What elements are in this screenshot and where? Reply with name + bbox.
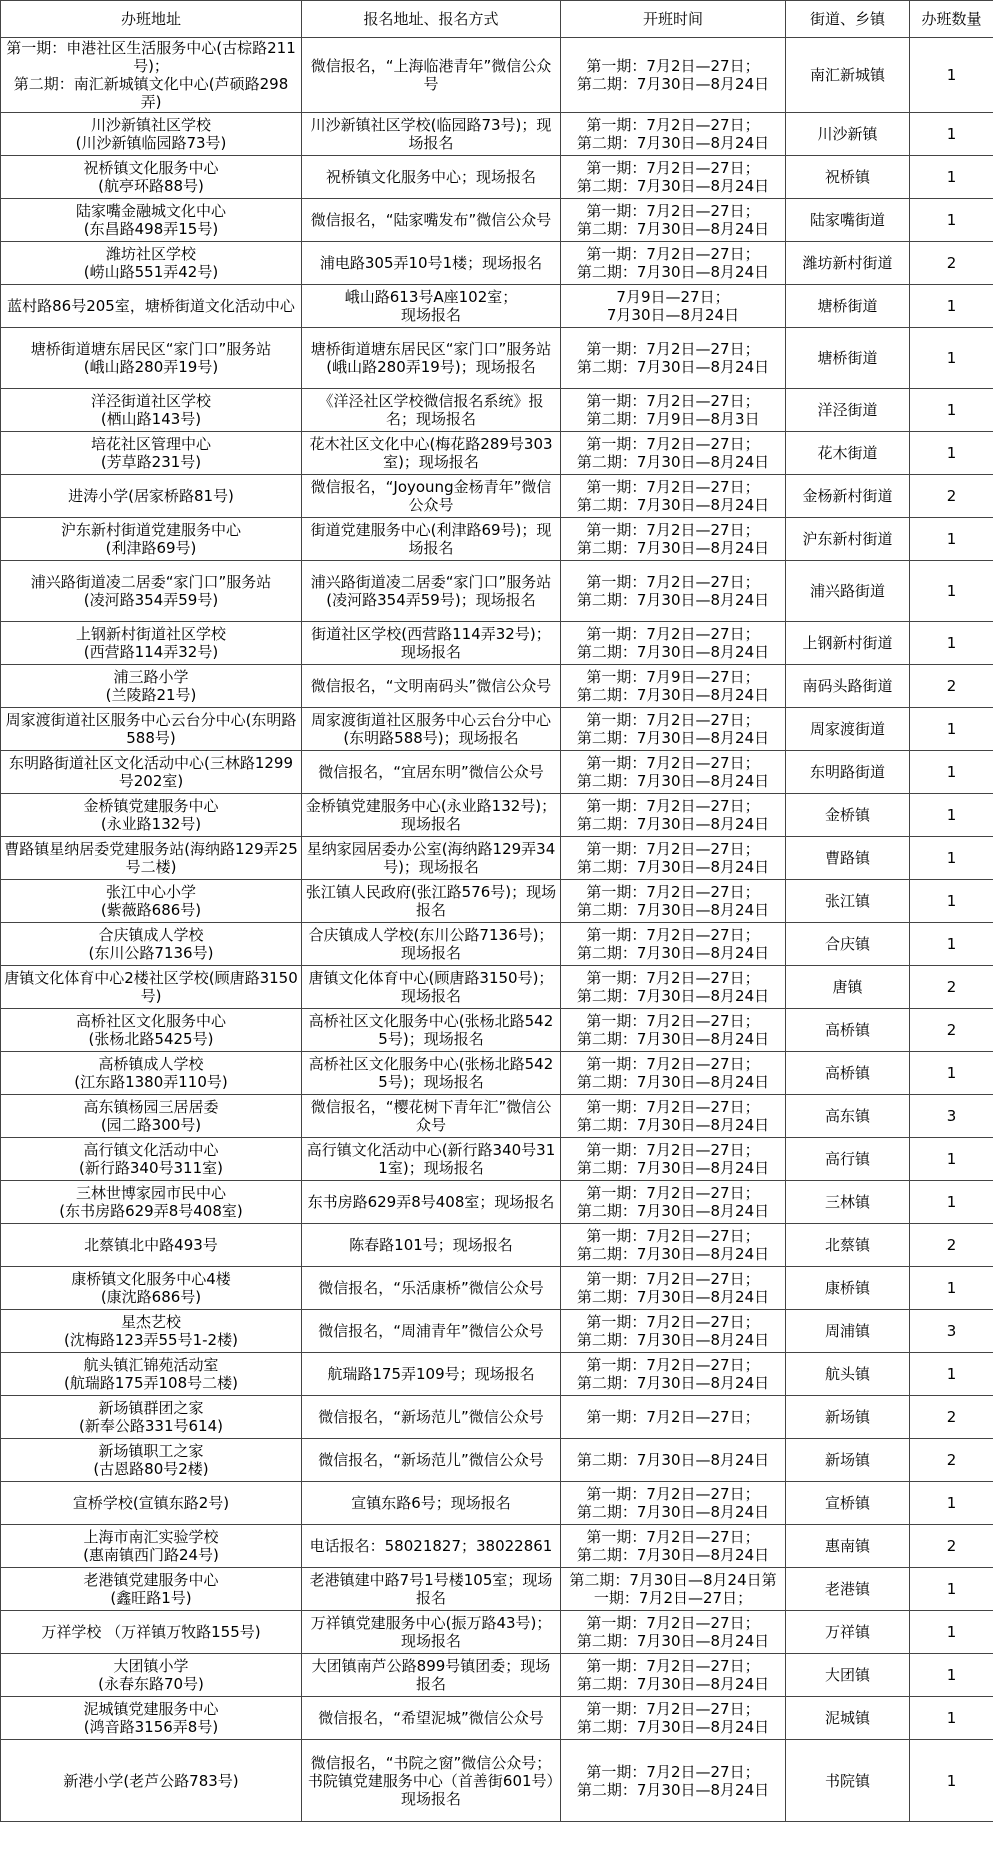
- cell-time: 第一期：7月2日—27日； 第二期：7月30日—8月24日: [561, 1052, 786, 1095]
- cell-count: 1: [910, 880, 993, 923]
- cell-time: 第一期：7月2日—27日； 第二期：7月30日—8月24日: [561, 1224, 786, 1267]
- cell-signup: 浦电路305弄10号1楼；现场报名: [302, 242, 561, 285]
- cell-count: 2: [910, 475, 993, 518]
- table-row: [1, 837, 993, 880]
- table-row: [1, 1267, 993, 1310]
- cell-time: 第一期：7月2日—27日； 第二期：7月30日—8月24日: [561, 199, 786, 242]
- cell-count: 1: [910, 1611, 993, 1654]
- cell-time: 第一期：7月2日—27日； 第二期：7月30日—8月24日: [561, 1095, 786, 1138]
- cell-address: 潍坊社区学校 (崂山路551弄42号): [1, 242, 302, 285]
- cell-signup: 微信报名，“樱花树下青年汇”微信公众号: [302, 1095, 561, 1138]
- cell-signup: 东书房路629弄8号408室；现场报名: [302, 1181, 561, 1224]
- cell-time: 第一期：7月2日—27日； 第二期：7月30日—8月24日: [561, 38, 786, 113]
- cell-count: 1: [910, 794, 993, 837]
- cell-signup: 街道社区学校(西营路114弄32号)；现场报名: [302, 622, 561, 665]
- cell-town: 浦兴路街道: [786, 561, 910, 622]
- cell-town: 南码头路街道: [786, 665, 910, 708]
- cell-signup: 微信报名，“Joyoung金杨青年”微信公众号: [302, 475, 561, 518]
- cell-town: 高行镇: [786, 1138, 910, 1181]
- cell-signup: 唐镇文化体育中心(顾唐路3150号)；现场报名: [302, 966, 561, 1009]
- table-body: [1, 38, 993, 1822]
- cell-count: 1: [910, 751, 993, 794]
- cell-count: 1: [910, 1353, 993, 1396]
- cell-count: 2: [910, 1396, 993, 1439]
- cell-time: 第一期：7月9日—27日； 第二期：7月30日—8月24日: [561, 665, 786, 708]
- cell-time: 第一期：7月2日—27日； 第二期：7月30日—8月24日: [561, 1353, 786, 1396]
- cell-count: 1: [910, 708, 993, 751]
- cell-town: 塘桥街道: [786, 285, 910, 328]
- cell-signup: 高桥社区文化服务中心(张杨北路5425号)；现场报名: [302, 1052, 561, 1095]
- cell-time: 第一期：7月2日—27日； 第二期：7月30日—8月24日: [561, 837, 786, 880]
- table-row: [1, 1224, 993, 1267]
- table-row: [1, 708, 993, 751]
- cell-count: 1: [910, 923, 993, 966]
- table-row: [1, 475, 993, 518]
- cell-signup: 金桥镇党建服务中心(永业路132号)；现场报名: [302, 794, 561, 837]
- cell-time: 第一期：7月2日—27日； 第二期：7月30日—8月24日: [561, 1009, 786, 1052]
- cell-address: 蓝村路86号205室，塘桥街道文化活动中心: [1, 285, 302, 328]
- cell-town: 唐镇: [786, 966, 910, 1009]
- cell-time: 第一期：7月2日—27日； 第二期：7月30日—8月24日: [561, 156, 786, 199]
- cell-town: 陆家嘴街道: [786, 199, 910, 242]
- cell-time: 第一期：7月2日—27日； 第二期：7月30日—8月24日: [561, 1525, 786, 1568]
- cell-signup: 微信报名，“周浦青年”微信公众号: [302, 1310, 561, 1353]
- cell-count: 2: [910, 242, 993, 285]
- table-row: [1, 622, 993, 665]
- table-row: [1, 38, 993, 113]
- cell-signup: 微信报名，“宜居东明”微信公众号: [302, 751, 561, 794]
- cell-address: 三林世博家园市民中心 (东书房路629弄8号408室): [1, 1181, 302, 1224]
- cell-town: 金桥镇: [786, 794, 910, 837]
- table-row: [1, 1697, 993, 1740]
- table-row: [1, 199, 993, 242]
- table-row: [1, 1654, 993, 1697]
- cell-count: 1: [910, 1138, 993, 1181]
- cell-count: 1: [910, 38, 993, 113]
- cell-count: 1: [910, 1654, 993, 1697]
- cell-town: 高桥镇: [786, 1009, 910, 1052]
- cell-time: 7月9日—27日； 7月30日—8月24日: [561, 285, 786, 328]
- cell-address: 合庆镇成人学校 (东川公路7136号): [1, 923, 302, 966]
- cell-address: 浦兴路街道凌二居委“家门口”服务站 (凌河路354弄59号): [1, 561, 302, 622]
- cell-town: 张江镇: [786, 880, 910, 923]
- table-row: [1, 1095, 993, 1138]
- cell-address: 曹路镇星纳居委党建服务站(海纳路129弄25号二楼): [1, 837, 302, 880]
- table-header-row: [1, 1, 993, 38]
- cell-address: 洋泾街道社区学校 (栖山路143号): [1, 389, 302, 432]
- cell-town: 洋泾街道: [786, 389, 910, 432]
- table-row: [1, 880, 993, 923]
- cell-town: 曹路镇: [786, 837, 910, 880]
- table-row: [1, 113, 993, 156]
- cell-signup: 电话报名：58021827；38022861: [302, 1525, 561, 1568]
- cell-time: 第一期：7月2日—27日；: [561, 1396, 786, 1439]
- cell-count: 1: [910, 1052, 993, 1095]
- cell-address: 川沙新镇社区学校 (川沙新镇临园路73号): [1, 113, 302, 156]
- cell-time: 第一期：7月2日—27日； 第二期：7月30日—8月24日: [561, 1310, 786, 1353]
- cell-address: 进涛小学(居家桥路81号): [1, 475, 302, 518]
- cell-town: 花木街道: [786, 432, 910, 475]
- cell-count: 1: [910, 1181, 993, 1224]
- cell-town: 沪东新村街道: [786, 518, 910, 561]
- cell-address: 新场镇群团之家 (新奉公路331号614): [1, 1396, 302, 1439]
- cell-time: 第一期：7月2日—27日； 第二期：7月30日—8月24日: [561, 708, 786, 751]
- table-row: [1, 328, 993, 389]
- cell-town: 书院镇: [786, 1740, 910, 1822]
- cell-signup: 街道党建服务中心(利津路69号)；现场报名: [302, 518, 561, 561]
- table-row: [1, 518, 993, 561]
- cell-signup: 祝桥镇文化服务中心；现场报名: [302, 156, 561, 199]
- cell-time: 第一期：7月2日—27日； 第二期：7月9日—8月3日: [561, 389, 786, 432]
- table-row: [1, 923, 993, 966]
- cell-address: 万祥学校 （万祥镇万牧路155号): [1, 1611, 302, 1654]
- cell-address: 陆家嘴金融城文化中心 (东昌路498弄15号): [1, 199, 302, 242]
- cell-address: 唐镇文化体育中心2楼社区学校(顾唐路3150号): [1, 966, 302, 1009]
- cell-count: 1: [910, 285, 993, 328]
- cell-town: 泥城镇: [786, 1697, 910, 1740]
- cell-address: 培花社区管理中心 (芳草路231号): [1, 432, 302, 475]
- cell-address: 北蔡镇北中路493号: [1, 1224, 302, 1267]
- table-row: [1, 1138, 993, 1181]
- table-row: [1, 1439, 993, 1482]
- cell-time: 第一期：7月2日—27日； 第二期：7月30日—8月24日: [561, 242, 786, 285]
- cell-time: 第一期：7月2日—27日； 第二期：7月30日—8月24日: [561, 432, 786, 475]
- cell-signup: 老港镇建中路7号1号楼105室；现场报名: [302, 1568, 561, 1611]
- cell-signup: 万祥镇党建服务中心(振万路43号)；现场报名: [302, 1611, 561, 1654]
- cell-address: 张江中心小学 (紫薇路686号): [1, 880, 302, 923]
- cell-address: 周家渡街道社区服务中心云台分中心(东明路588号): [1, 708, 302, 751]
- cell-signup: 星纳家园居委办公室(海纳路129弄34号)；现场报名: [302, 837, 561, 880]
- cell-address: 金桥镇党建服务中心 (永业路132号): [1, 794, 302, 837]
- cell-address: 上钢新村街道社区学校 (西营路114弄32号): [1, 622, 302, 665]
- table-row: [1, 966, 993, 1009]
- cell-time: 第一期：7月2日—27日； 第二期：7月30日—8月24日: [561, 518, 786, 561]
- cell-signup: 大团镇南芦公路899号镇团委；现场报名: [302, 1654, 561, 1697]
- cell-count: 2: [910, 1224, 993, 1267]
- cell-count: 1: [910, 432, 993, 475]
- cell-signup: 周家渡街道社区服务中心云台分中心(东明路588号)；现场报名: [302, 708, 561, 751]
- cell-address: 上海市南汇实验学校 (惠南镇西门路24号): [1, 1525, 302, 1568]
- cell-time: 第一期：7月2日—27日； 第二期：7月30日—8月24日: [561, 751, 786, 794]
- cell-count: 2: [910, 966, 993, 1009]
- cell-town: 高桥镇: [786, 1052, 910, 1095]
- cell-count: 1: [910, 1740, 993, 1822]
- table-row: [1, 156, 993, 199]
- cell-address: 宣桥学校(宣镇东路2号): [1, 1482, 302, 1525]
- cell-count: 1: [910, 1568, 993, 1611]
- table-row: [1, 665, 993, 708]
- header-town: 街道、乡镇: [786, 1, 910, 38]
- table-row: [1, 1181, 993, 1224]
- cell-count: 1: [910, 389, 993, 432]
- cell-town: 航头镇: [786, 1353, 910, 1396]
- cell-town: 川沙新镇: [786, 113, 910, 156]
- cell-time: 第一期：7月2日—27日； 第二期：7月30日—8月24日: [561, 113, 786, 156]
- cell-signup: 微信报名，“文明南码头”微信公众号: [302, 665, 561, 708]
- cell-town: 潍坊新村街道: [786, 242, 910, 285]
- cell-address: 祝桥镇文化服务中心 (航亭环路88号): [1, 156, 302, 199]
- cell-count: 2: [910, 1009, 993, 1052]
- cell-time: 第一期：7月2日—27日； 第二期：7月30日—8月24日: [561, 561, 786, 622]
- cell-count: 1: [910, 837, 993, 880]
- table-row: [1, 432, 993, 475]
- cell-time: 第一期：7月2日—27日； 第二期：7月30日—8月24日: [561, 1740, 786, 1822]
- cell-town: 南汇新城镇: [786, 38, 910, 113]
- cell-signup: 航瑞路175弄109号；现场报名: [302, 1353, 561, 1396]
- cell-town: 老港镇: [786, 1568, 910, 1611]
- cell-address: 泥城镇党建服务中心 (鸿音路3156弄8号): [1, 1697, 302, 1740]
- table-row: [1, 1052, 993, 1095]
- cell-town: 宣桥镇: [786, 1482, 910, 1525]
- cell-time: 第一期：7月2日—27日； 第二期：7月30日—8月24日: [561, 880, 786, 923]
- cell-town: 合庆镇: [786, 923, 910, 966]
- table-row: [1, 1310, 993, 1353]
- cell-signup: 宣镇东路6号；现场报名: [302, 1482, 561, 1525]
- cell-town: 金杨新村街道: [786, 475, 910, 518]
- cell-time: 第一期：7月2日—27日； 第二期：7月30日—8月24日: [561, 622, 786, 665]
- cell-address: 东明路街道社区文化活动中心(三林路1299号202室): [1, 751, 302, 794]
- cell-address: 老港镇党建服务中心 (鑫旺路1号): [1, 1568, 302, 1611]
- cell-signup: 峨山路613号A座102室； 现场报名: [302, 285, 561, 328]
- cell-signup: 微信报名，“新场范儿”微信公众号: [302, 1396, 561, 1439]
- cell-address: 康桥镇文化服务中心4楼 (康沈路686号): [1, 1267, 302, 1310]
- cell-time: 第一期：7月2日—27日； 第二期：7月30日—8月24日: [561, 1482, 786, 1525]
- table-row: [1, 1611, 993, 1654]
- cell-time: 第一期：7月2日—27日； 第二期：7月30日—8月24日: [561, 1267, 786, 1310]
- cell-signup: 合庆镇成人学校(东川公路7136号)；现场报名: [302, 923, 561, 966]
- cell-count: 1: [910, 156, 993, 199]
- cell-time: 第一期：7月2日—27日； 第二期：7月30日—8月24日: [561, 923, 786, 966]
- cell-count: 1: [910, 328, 993, 389]
- cell-address: 浦三路小学 (兰陵路21号): [1, 665, 302, 708]
- cell-town: 东明路街道: [786, 751, 910, 794]
- cell-signup: 张江镇人民政府(张江路576号)；现场报名: [302, 880, 561, 923]
- header-time: 开班时间: [561, 1, 786, 38]
- cell-signup: 微信报名，“希望泥城”微信公众号: [302, 1697, 561, 1740]
- table-row: [1, 1525, 993, 1568]
- cell-address: 塘桥街道塘东居民区“家门口”服务站 (峨山路280弄19号): [1, 328, 302, 389]
- cell-town: 上钢新村街道: [786, 622, 910, 665]
- header-count: 办班数量: [910, 1, 993, 38]
- cell-time: 第一期：7月2日—27日； 第二期：7月30日—8月24日: [561, 1697, 786, 1740]
- cell-count: 1: [910, 561, 993, 622]
- cell-time: 第一期：7月2日—27日； 第二期：7月30日—8月24日: [561, 328, 786, 389]
- table-row: [1, 285, 993, 328]
- cell-count: 1: [910, 1267, 993, 1310]
- cell-count: 1: [910, 199, 993, 242]
- cell-signup: 浦兴路街道凌二居委“家门口”服务站(凌河路354弄59号)；现场报名: [302, 561, 561, 622]
- cell-time: 第一期：7月2日—27日； 第二期：7月30日—8月24日: [561, 1138, 786, 1181]
- cell-count: 2: [910, 1525, 993, 1568]
- cell-signup: 川沙新镇社区学校(临园路73号)；现场报名: [302, 113, 561, 156]
- cell-signup: 微信报名，“乐活康桥”微信公众号: [302, 1267, 561, 1310]
- cell-count: 3: [910, 1310, 993, 1353]
- cell-address: 高桥镇成人学校 (江东路1380弄110号): [1, 1052, 302, 1095]
- header-address: 办班地址: [1, 1, 302, 38]
- cell-time: 第一期：7月2日—27日； 第二期：7月30日—8月24日: [561, 966, 786, 1009]
- cell-town: 三林镇: [786, 1181, 910, 1224]
- table-row: [1, 1568, 993, 1611]
- cell-address: 星杰艺校 (沈梅路123弄55号1-2楼): [1, 1310, 302, 1353]
- cell-address: 高东镇杨园三居居委 (园二路300号): [1, 1095, 302, 1138]
- table-row: [1, 1396, 993, 1439]
- cell-signup: 微信报名，“书院之窗”微信公众号；书院镇党建服务中心（首善街601号）现场报名: [302, 1740, 561, 1822]
- cell-signup: 《洋泾社区学校微信报名系统》报名；现场报名: [302, 389, 561, 432]
- cell-address: 大团镇小学 (永春东路70号): [1, 1654, 302, 1697]
- table-row: [1, 1009, 993, 1052]
- cell-town: 新场镇: [786, 1396, 910, 1439]
- cell-address: 沪东新村街道党建服务中心 (利津路69号): [1, 518, 302, 561]
- cell-time: 第一期：7月2日—27日； 第二期：7月30日—8月24日: [561, 794, 786, 837]
- table-row: [1, 794, 993, 837]
- cell-count: 2: [910, 1439, 993, 1482]
- cell-count: 1: [910, 1697, 993, 1740]
- table-row: [1, 389, 993, 432]
- cell-town: 高东镇: [786, 1095, 910, 1138]
- table-row: [1, 1353, 993, 1396]
- cell-town: 周家渡街道: [786, 708, 910, 751]
- table-row: [1, 1740, 993, 1822]
- header-signup: 报名地址、报名方式: [302, 1, 561, 38]
- cell-count: 1: [910, 1482, 993, 1525]
- cell-signup: 花木社区文化中心(梅花路289号303室)；现场报名: [302, 432, 561, 475]
- cell-town: 新场镇: [786, 1439, 910, 1482]
- cell-signup: 高桥社区文化服务中心(张杨北路5425号)；现场报名: [302, 1009, 561, 1052]
- cell-signup: 陈春路101号；现场报名: [302, 1224, 561, 1267]
- cell-count: 1: [910, 622, 993, 665]
- cell-time: 第一期：7月2日—27日； 第二期：7月30日—8月24日: [561, 475, 786, 518]
- cell-town: 惠南镇: [786, 1525, 910, 1568]
- cell-time: 第一期：7月2日—27日； 第二期：7月30日—8月24日: [561, 1611, 786, 1654]
- cell-town: 北蔡镇: [786, 1224, 910, 1267]
- cell-time: 第二期：7月30日—8月24日第一期：7月2日—27日；: [561, 1568, 786, 1611]
- cell-count: 3: [910, 1095, 993, 1138]
- cell-time: 第一期：7月2日—27日； 第二期：7月30日—8月24日: [561, 1181, 786, 1224]
- table-row: [1, 751, 993, 794]
- table-row: [1, 1482, 993, 1525]
- cell-address: 新港小学(老芦公路783号): [1, 1740, 302, 1822]
- cell-address: 第一期：申港社区生活服务中心(古棕路211号)； 第二期：南汇新城镇文化中心(芦硕路298弄): [1, 38, 302, 113]
- cell-signup: 微信报名，“上海临港青年”微信公众号: [302, 38, 561, 113]
- cell-town: 万祥镇: [786, 1611, 910, 1654]
- cell-count: 1: [910, 113, 993, 156]
- cell-time: 第二期：7月30日—8月24日: [561, 1439, 786, 1482]
- cell-signup: 塘桥街道塘东居民区“家门口”服务站(峨山路280弄19号)；现场报名: [302, 328, 561, 389]
- cell-town: 祝桥镇: [786, 156, 910, 199]
- cell-signup: 高行镇文化活动中心(新行路340号311室)；现场报名: [302, 1138, 561, 1181]
- cell-town: 康桥镇: [786, 1267, 910, 1310]
- cell-address: 高桥社区文化服务中心 (张杨北路5425号): [1, 1009, 302, 1052]
- cell-address: 新场镇职工之家 (古恩路80号2楼): [1, 1439, 302, 1482]
- cell-signup: 微信报名，“新场范儿”微信公众号: [302, 1439, 561, 1482]
- cell-address: 高行镇文化活动中心 (新行路340号311室): [1, 1138, 302, 1181]
- cell-address: 航头镇汇锦苑活动室 (航瑞路175弄108号二楼): [1, 1353, 302, 1396]
- cell-town: 塘桥街道: [786, 328, 910, 389]
- cell-town: 大团镇: [786, 1654, 910, 1697]
- table-row: [1, 561, 993, 622]
- cell-signup: 微信报名，“陆家嘴发布”微信公众号: [302, 199, 561, 242]
- cell-count: 2: [910, 665, 993, 708]
- cell-time: 第一期：7月2日—27日； 第二期：7月30日—8月24日: [561, 1654, 786, 1697]
- cell-count: 1: [910, 518, 993, 561]
- table-row: [1, 242, 993, 285]
- cell-town: 周浦镇: [786, 1310, 910, 1353]
